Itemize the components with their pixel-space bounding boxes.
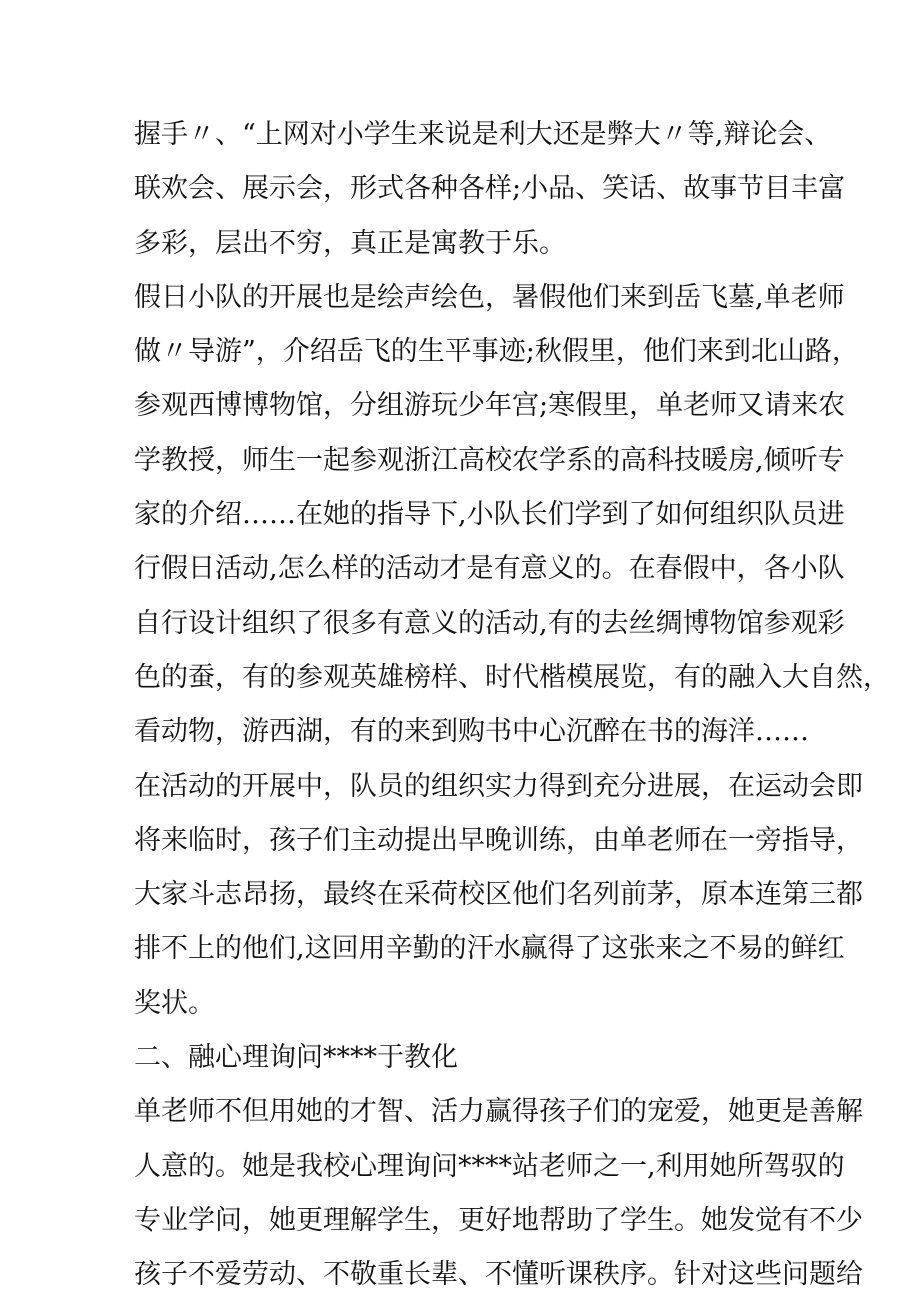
text-line: 将来临时，孩子们主动提出早晚训练，由单老师在一旁指导， xyxy=(134,824,863,856)
text-line: 色的蚕，有的参观英雄榜样、时代楷模展览，有的融入大自然， xyxy=(134,661,890,693)
text-line: 人意的。她是我校心理询问****站老师之一,利用她所驾驭的 xyxy=(134,1150,845,1182)
text-line: 在活动的开展中，队员的组织实力得到充分进展，在运动会即 xyxy=(134,770,863,802)
text-line: 学教授，师生一起参观浙江高校农学系的高科技暖房,倾听专 xyxy=(134,444,845,476)
text-line: 参观西博博物馆，分组游玩少年宫;寒假里，单老师又请来农 xyxy=(134,390,846,422)
text-line: 大家斗志昂扬，最终在采荷校区他们名列前茅，原本连第三都 xyxy=(134,879,863,911)
text-line: 孩子不爱劳动、不敬重长辈、不懂听课秩序。针对这些问题给 xyxy=(134,1259,863,1291)
text-line: 多彩，层出不穷，真正是寓教于乐。 xyxy=(134,227,566,259)
text-line: 单老师不但用她的才智、活力赢得孩子们的宠爱，她更是善解 xyxy=(134,1096,863,1128)
text-line: 排不上的他们,这回用辛勤的汗水赢得了这张来之不易的鲜红 xyxy=(134,933,845,965)
text-line: 握手〃、“上网对小学生来说是利大还是弊大〃等,辩论会、 xyxy=(134,119,832,150)
text-line: 自行设计组织了很多有意义的活动,有的去丝绸博物馆参观彩 xyxy=(134,607,845,639)
document-body xyxy=(134,108,890,1303)
text-line: 做〃导游”，介绍岳飞的生平事迹;秋假里，他们来到北山路， xyxy=(134,336,859,368)
text-line: 专业学问，她更理解学生，更好地帮助了学生。她发觉有不少 xyxy=(134,1204,863,1236)
text-line: 联欢会、展示会，形式各种各样;小品、笑话、故事节目丰富 xyxy=(134,173,846,205)
text-line: 家的介绍……在她的指导下,小队长们学到了如何组织队员进 xyxy=(134,499,845,531)
text-line: 看动物，游西湖，有的来到购书中心沉醉在书的海洋…… xyxy=(134,716,809,748)
section-heading: 二、融心理询问****于教化 xyxy=(134,1042,458,1074)
text-line: 假日小队的开展也是绘声绘色，暑假他们来到岳飞墓,单老师 xyxy=(134,281,845,313)
text-line: 行假日活动,怎么样的活动才是有意义的。在春假中，各小队 xyxy=(134,553,845,585)
text-line: 奖状。 xyxy=(134,987,215,1019)
